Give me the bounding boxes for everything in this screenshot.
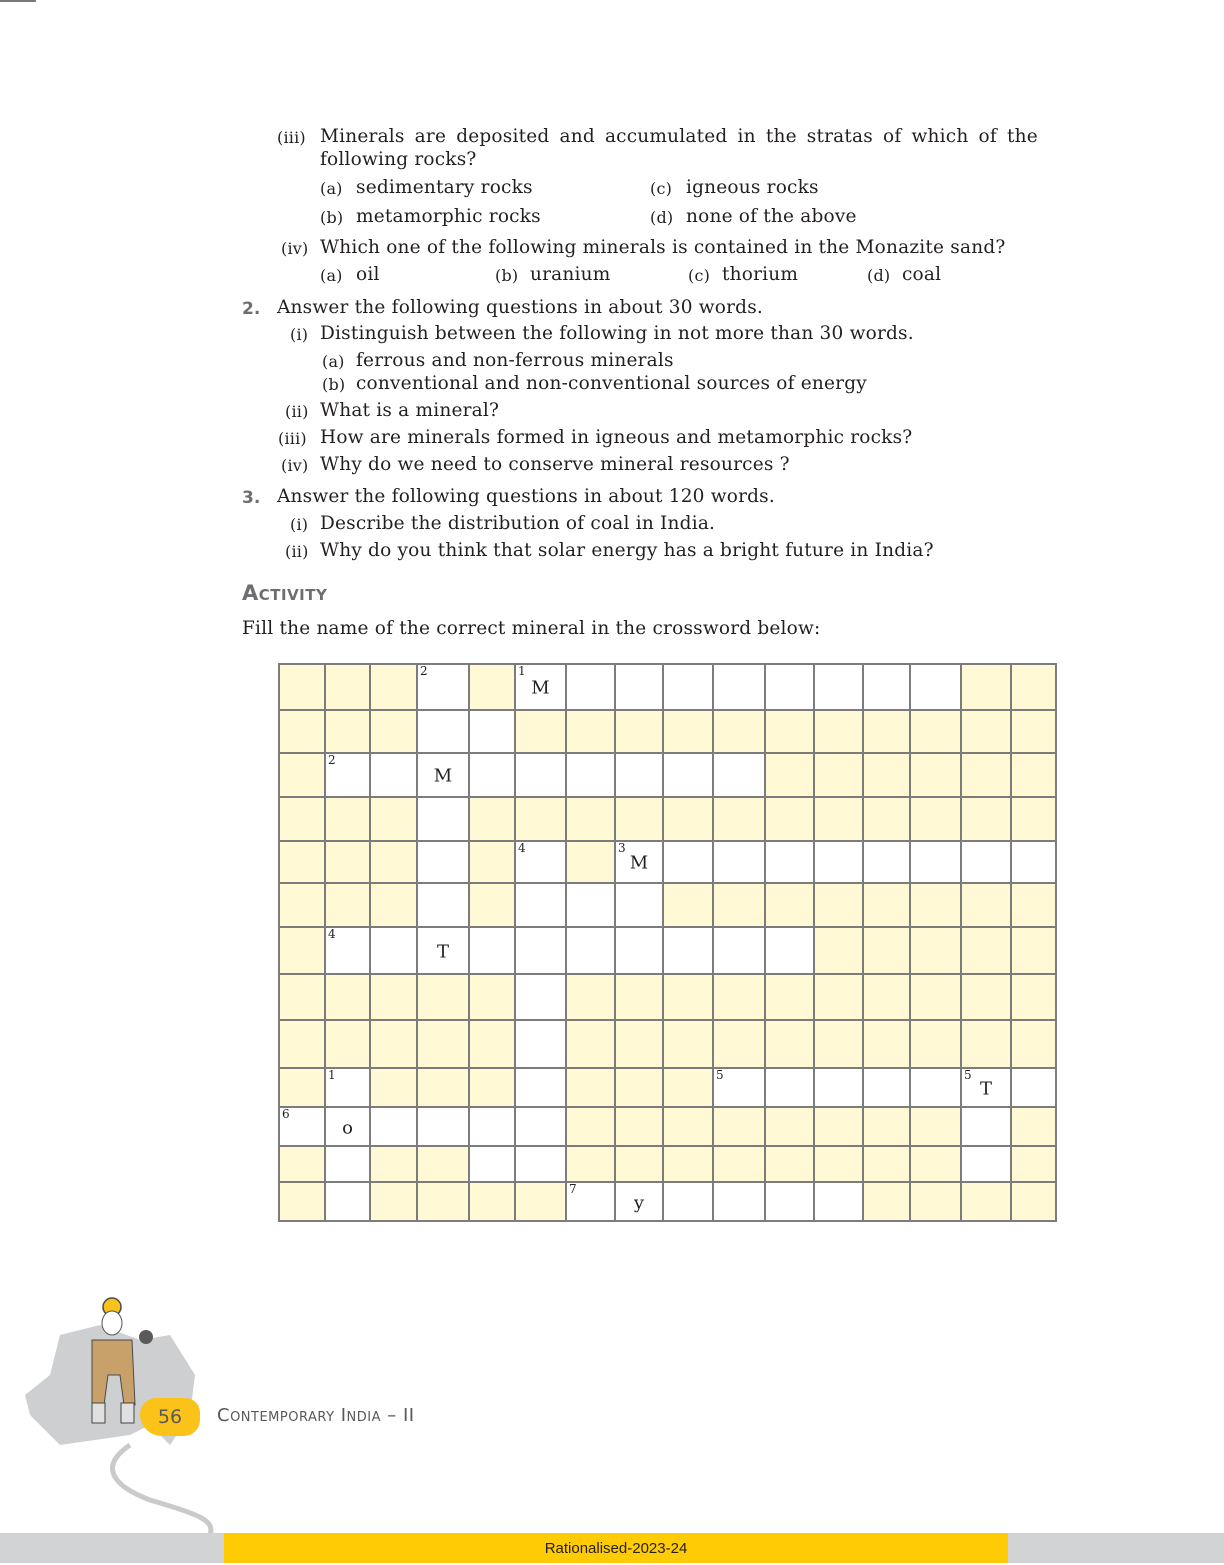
crossword-cell-blocked	[664, 798, 712, 840]
crossword-cell-open[interactable]	[470, 711, 514, 752]
crossword-cell-blocked	[371, 665, 416, 709]
crossword-cell-blocked	[815, 1021, 862, 1067]
crossword-cell-open[interactable]	[714, 1183, 764, 1220]
crossword-cell-open[interactable]	[516, 1147, 565, 1181]
crossword-cell-blocked	[326, 711, 369, 752]
crossword-cell-blocked	[280, 975, 324, 1019]
crossword-cell-open[interactable]	[516, 1069, 565, 1106]
crossword-cell-open[interactable]	[326, 1147, 369, 1181]
crossword-cell-open[interactable]	[280, 1108, 324, 1145]
crossword-cell-blocked	[815, 798, 862, 840]
crossword-cell-blocked	[567, 1021, 614, 1067]
crossword-cell-blocked	[962, 665, 1010, 709]
clue-number: 6	[282, 1107, 290, 1121]
crossword-cell-blocked	[1012, 754, 1055, 796]
question-text-continued: following rocks?	[320, 149, 477, 170]
crossword-cell-open[interactable]	[766, 842, 813, 882]
crossword-cell-open[interactable]	[516, 1021, 565, 1067]
crossword-cell-blocked	[664, 1108, 712, 1145]
clue-number: 2	[328, 753, 336, 767]
crossword-cell-blocked	[911, 711, 960, 752]
crossword-cell-blocked	[766, 754, 813, 796]
crossword-cell-blocked	[616, 798, 662, 840]
crossword-cell-open[interactable]	[371, 754, 416, 796]
crossword-cell-open[interactable]	[766, 928, 813, 973]
crossword-cell-blocked	[911, 928, 960, 973]
crossword-cell-blocked	[326, 884, 369, 926]
crossword-cell-open[interactable]	[567, 665, 614, 709]
crossword-cell-open[interactable]	[714, 754, 764, 796]
crossword-cell-blocked	[864, 884, 909, 926]
crossword-cell-open[interactable]	[714, 842, 764, 882]
crossword-cell-blocked	[280, 798, 324, 840]
crossword-cell-open[interactable]	[664, 665, 712, 709]
crossword-cell-open[interactable]	[664, 754, 712, 796]
sub-item-text: ferrous and non-ferrous minerals	[356, 350, 674, 371]
crossword-cell-open[interactable]	[516, 665, 565, 709]
crossword-cell-blocked	[326, 665, 369, 709]
crossword-cell-blocked	[962, 754, 1010, 796]
crossword-cell-blocked	[616, 1147, 662, 1181]
crossword-cell-blocked	[516, 711, 565, 752]
crossword-cell-blocked	[470, 1021, 514, 1067]
crossword-grid	[278, 663, 1057, 1222]
option-text: metamorphic rocks	[356, 206, 541, 227]
crossword-cell-blocked	[815, 928, 862, 973]
crossword-cell-blocked	[714, 884, 764, 926]
top-rule	[0, 0, 36, 2]
crossword-cell-blocked	[766, 798, 813, 840]
crossword-cell-blocked	[664, 1021, 712, 1067]
crossword-cell-blocked	[815, 1147, 862, 1181]
crossword-cell-blocked	[280, 884, 324, 926]
crossword-cell-blocked	[911, 975, 960, 1019]
question-number: 2.	[242, 299, 261, 319]
page-number-badge: 56	[140, 1398, 200, 1436]
crossword-cell-open[interactable]	[516, 884, 565, 926]
crossword-cell-blocked	[962, 711, 1010, 752]
item-marker: (iv)	[281, 456, 309, 475]
crossword-cell-open[interactable]	[418, 1108, 468, 1145]
crossword-cell-blocked	[371, 975, 416, 1019]
given-letter: o	[342, 1117, 353, 1139]
crossword-cell-open[interactable]	[516, 975, 565, 1019]
crossword-cell-open[interactable]	[766, 1069, 813, 1106]
question-marker: (iii)	[277, 128, 306, 147]
given-letter: M	[433, 765, 453, 787]
crossword-cell-open[interactable]	[815, 665, 862, 709]
crossword-cell-open[interactable]	[815, 1069, 862, 1106]
clue-number: 4	[328, 927, 336, 941]
crossword-cell-open[interactable]	[1012, 842, 1055, 882]
crossword-cell-blocked	[280, 928, 324, 973]
item-marker: (ii)	[285, 402, 309, 421]
crossword-cell-open[interactable]	[516, 928, 565, 973]
crossword-cell-open[interactable]	[418, 711, 468, 752]
crossword-cell-blocked	[371, 884, 416, 926]
crossword-cell-blocked	[962, 884, 1010, 926]
crossword-cell-open[interactable]	[664, 928, 712, 973]
question-marker: (iv)	[281, 239, 309, 258]
crossword-cell-open[interactable]	[962, 842, 1010, 882]
crossword-cell-blocked	[962, 928, 1010, 973]
item-marker: (ii)	[285, 542, 309, 561]
crossword-cell-blocked	[371, 1021, 416, 1067]
option-marker: (a)	[320, 179, 343, 198]
crossword-cell-blocked	[280, 1183, 324, 1220]
crossword-cell-blocked	[1012, 1147, 1055, 1181]
crossword-cell-open[interactable]	[470, 1108, 514, 1145]
crossword-cell-blocked	[962, 975, 1010, 1019]
crossword-cell-blocked	[714, 798, 764, 840]
crossword-cell-blocked	[371, 798, 416, 840]
edition-banner: Rationalised-2023-24	[224, 1533, 1008, 1563]
crossword-cell-open[interactable]	[911, 1069, 960, 1106]
crossword-cell-blocked	[911, 1108, 960, 1145]
crossword-cell-blocked	[326, 798, 369, 840]
crossword-cell-blocked	[962, 798, 1010, 840]
option-marker: (c)	[688, 266, 711, 285]
crossword-cell-blocked	[567, 975, 614, 1019]
question-text: Answer the following questions in about 120 words.	[277, 486, 775, 507]
option-marker: (d)	[650, 208, 674, 227]
crossword-cell-open[interactable]	[616, 754, 662, 796]
clue-number: 1	[328, 1068, 336, 1082]
crossword-cell-blocked	[567, 1069, 614, 1106]
crossword-cell-open[interactable]	[567, 884, 614, 926]
crossword-cell-open[interactable]	[470, 1147, 514, 1181]
crossword-cell-blocked	[326, 1021, 369, 1067]
crossword-cell-open[interactable]	[1012, 1069, 1055, 1106]
crossword-cell-open[interactable]	[418, 842, 468, 882]
crossword-cell-blocked	[616, 1108, 662, 1145]
option-marker: (b)	[320, 208, 344, 227]
sub-item-text: conventional and non-conventional sources of energy	[356, 373, 867, 394]
given-letter: y	[633, 1192, 645, 1214]
crossword-cell-blocked	[766, 975, 813, 1019]
crossword-cell-blocked	[567, 798, 614, 840]
crossword-cell-blocked	[911, 798, 960, 840]
question-text: Which one of the following minerals is contained in the Monazite sand?	[320, 237, 1006, 258]
crossword-cell-blocked	[516, 798, 565, 840]
crossword-cell-open[interactable]	[470, 754, 514, 796]
option-text: sedimentary rocks	[356, 177, 533, 198]
crossword-cell-blocked	[766, 1108, 813, 1145]
crossword-cell-open[interactable]	[962, 1069, 1010, 1106]
option-marker: (c)	[650, 179, 673, 198]
item-text: Distinguish between the following in not more than 30 words.	[320, 323, 914, 344]
clue-number: 7	[569, 1182, 577, 1196]
crossword-cell-open[interactable]	[864, 842, 909, 882]
crossword-cell-open[interactable]	[326, 928, 369, 973]
crossword-cell-open[interactable]	[714, 665, 764, 709]
question-text: Answer the following questions in about 30 words.	[277, 297, 763, 318]
crossword-cell-blocked	[815, 884, 862, 926]
crossword-cell-blocked	[864, 798, 909, 840]
crossword-cell-open[interactable]	[516, 842, 565, 882]
crossword-cell-blocked	[864, 1183, 909, 1220]
crossword-cell-blocked	[911, 754, 960, 796]
crossword-cell-blocked	[864, 711, 909, 752]
crossword-cell-blocked	[766, 884, 813, 926]
crossword-cell-blocked	[418, 1147, 468, 1181]
crossword-cell-blocked	[371, 1069, 416, 1106]
crossword-cell-blocked	[815, 1108, 862, 1145]
crossword-cell-blocked	[371, 1183, 416, 1220]
crossword-cell-blocked	[280, 665, 324, 709]
crossword-cell-open[interactable]	[326, 1108, 369, 1145]
activity-heading: Activity	[242, 581, 328, 605]
crossword-cell-blocked	[815, 975, 862, 1019]
crossword-cell-open[interactable]	[911, 665, 960, 709]
crossword-cell-blocked	[418, 1021, 468, 1067]
crossword-cell-open[interactable]	[326, 1069, 369, 1106]
crossword-cell-blocked	[1012, 1021, 1055, 1067]
crossword-cell-open[interactable]	[567, 928, 614, 973]
crossword-cell-open[interactable]	[418, 884, 468, 926]
sub-item-marker: (b)	[322, 375, 346, 394]
crossword-cell-blocked	[371, 711, 416, 752]
given-letter: T	[979, 1078, 992, 1100]
crossword-cell-open[interactable]	[516, 754, 565, 796]
item-marker: (i)	[290, 325, 309, 344]
crossword-cell-blocked	[616, 1069, 662, 1106]
crossword-cell-blocked	[911, 1183, 960, 1220]
crossword-cell-open[interactable]	[664, 842, 712, 882]
crossword-cell-blocked	[371, 842, 416, 882]
crossword-cell-open[interactable]	[815, 842, 862, 882]
crossword-cell-blocked	[1012, 711, 1055, 752]
book-title: Contemporary India – II	[217, 1405, 415, 1426]
crossword-cell-blocked	[616, 975, 662, 1019]
crossword-cell-blocked	[1012, 928, 1055, 973]
clue-number: 1	[518, 664, 526, 678]
crossword-cell-blocked	[470, 798, 514, 840]
given-letter: T	[436, 941, 449, 963]
item-text: What is a mineral?	[320, 400, 500, 421]
crossword-cell-blocked	[567, 1108, 614, 1145]
crossword-cell-blocked	[864, 975, 909, 1019]
clue-number: 3	[618, 841, 626, 855]
crossword-cell-blocked	[714, 711, 764, 752]
crossword-cell-blocked	[766, 1021, 813, 1067]
crossword-cell-blocked	[280, 754, 324, 796]
item-text: Describe the distribution of coal in India.	[320, 513, 716, 534]
crossword-cell-open[interactable]	[470, 928, 514, 973]
crossword-cell-blocked	[1012, 1183, 1055, 1220]
crossword-cell-blocked	[864, 1147, 909, 1181]
crossword-cell-open[interactable]	[616, 842, 662, 882]
crossword-cell-blocked	[470, 1183, 514, 1220]
crossword-cell-blocked	[418, 975, 468, 1019]
crossword-cell-blocked	[911, 1147, 960, 1181]
item-text: Why do we need to conserve mineral resources ?	[320, 454, 790, 475]
crossword-cell-open[interactable]	[714, 928, 764, 973]
crossword-cell-blocked	[664, 1147, 712, 1181]
crossword-cell-open[interactable]	[418, 798, 468, 840]
option-marker: (d)	[867, 266, 891, 285]
crossword-cell-blocked	[470, 842, 514, 882]
question-number: 3.	[242, 488, 261, 508]
crossword-cell-blocked	[911, 884, 960, 926]
crossword-cell-blocked	[815, 711, 862, 752]
given-letter: M	[531, 677, 550, 699]
crossword-cell-blocked	[616, 711, 662, 752]
crossword-cell-open[interactable]	[616, 884, 662, 926]
crossword-cell-blocked	[714, 1108, 764, 1145]
crossword-cell-blocked	[1012, 665, 1055, 709]
crossword-cell-blocked	[664, 1069, 712, 1106]
clue-number: 5	[716, 1068, 724, 1082]
crossword-cell-blocked	[864, 928, 909, 973]
crossword-cell-blocked	[418, 1069, 468, 1106]
crossword-cell-blocked	[280, 1021, 324, 1067]
crossword-cell-blocked	[714, 1021, 764, 1067]
crossword-cell-blocked	[1012, 884, 1055, 926]
crossword-cell-blocked	[714, 1147, 764, 1181]
crossword-cell-blocked	[766, 711, 813, 752]
crossword-cell-blocked	[326, 975, 369, 1019]
crossword-cell-blocked	[911, 1021, 960, 1067]
crossword-cell-open[interactable]	[418, 928, 468, 973]
crossword-cell-blocked	[962, 1183, 1010, 1220]
crossword-cell-blocked	[516, 1183, 565, 1220]
crossword-cell-open[interactable]	[664, 1183, 712, 1220]
item-text: Why do you think that solar energy has a bright future in India?	[320, 540, 934, 561]
item-text: How are minerals formed in igneous and metamorphic rocks?	[320, 427, 913, 448]
given-letter: M	[629, 852, 649, 874]
crossword-cell-blocked	[280, 842, 324, 882]
crossword-cell-blocked	[470, 975, 514, 1019]
crossword-cell-blocked	[864, 1108, 909, 1145]
crossword-cell-blocked	[418, 1183, 468, 1220]
option-text: coal	[902, 264, 942, 285]
option-text: oil	[356, 264, 380, 285]
option-text: uranium	[530, 264, 611, 285]
option-text: igneous rocks	[686, 177, 819, 198]
crossword-cell-open[interactable]	[864, 1069, 909, 1106]
crossword-cell-blocked	[815, 754, 862, 796]
item-marker: (i)	[290, 515, 309, 534]
crossword-cell-blocked	[766, 1147, 813, 1181]
option-marker: (a)	[320, 266, 343, 285]
crossword-cell-blocked	[864, 754, 909, 796]
crossword-cell-blocked	[864, 1021, 909, 1067]
crossword-cell-blocked	[280, 1069, 324, 1106]
crossword-cell-open[interactable]	[911, 842, 960, 882]
crossword-cell-open[interactable]	[766, 1183, 813, 1220]
option-text: thorium	[722, 264, 799, 285]
activity-instruction: Fill the name of the correct mineral in the crossword below:	[242, 618, 821, 639]
option-marker: (b)	[495, 266, 519, 285]
crossword-cell-open[interactable]	[326, 1183, 369, 1220]
crossword-cell-blocked	[371, 1147, 416, 1181]
crossword-cell-open[interactable]	[616, 1183, 662, 1220]
clue-number: 2	[420, 664, 428, 678]
crossword-cell-open[interactable]	[714, 1069, 764, 1106]
clue-number: 5	[964, 1068, 972, 1082]
crossword-cell-open[interactable]	[371, 1108, 416, 1145]
crossword-cell-blocked	[567, 842, 614, 882]
crossword-cell-blocked	[664, 711, 712, 752]
crossword-cell-open[interactable]	[371, 928, 416, 973]
crossword-cell-open[interactable]	[962, 1147, 1010, 1181]
crossword-cell-open[interactable]	[962, 1108, 1010, 1145]
crossword-cell-open[interactable]	[567, 754, 614, 796]
crossword-cell-blocked	[470, 665, 514, 709]
crossword-cell-blocked	[664, 975, 712, 1019]
crossword-cell-blocked	[326, 842, 369, 882]
crossword-cell-open[interactable]	[326, 754, 369, 796]
crossword-cell-blocked	[1012, 975, 1055, 1019]
crossword-cell-blocked	[962, 1021, 1010, 1067]
crossword-cell-open[interactable]	[516, 1108, 565, 1145]
crossword-cell-blocked	[280, 711, 324, 752]
crossword-cell-open[interactable]	[616, 928, 662, 973]
crossword-cell-blocked	[714, 975, 764, 1019]
crossword-cell-blocked	[470, 1069, 514, 1106]
crossword-cell-blocked	[1012, 798, 1055, 840]
crossword-cell-open[interactable]	[766, 665, 813, 709]
crossword-cell-blocked	[567, 1147, 614, 1181]
crossword-cell-open[interactable]	[418, 665, 468, 709]
crossword-cell-open[interactable]	[418, 754, 468, 796]
crossword-cell-blocked	[664, 884, 712, 926]
crossword-cell-blocked	[470, 884, 514, 926]
crossword-cell-blocked	[1012, 1108, 1055, 1145]
crossword-cell-open[interactable]	[815, 1183, 862, 1220]
question-text: Minerals are deposited and accumulated in the stratas of which of the	[320, 126, 1038, 147]
crossword-cell-open[interactable]	[567, 1183, 614, 1220]
crossword-cell-open[interactable]	[864, 665, 909, 709]
crossword-cell-blocked	[280, 1147, 324, 1181]
crossword-cell-blocked	[567, 711, 614, 752]
item-marker: (iii)	[278, 429, 307, 448]
crossword-cell-blocked	[616, 1021, 662, 1067]
crossword-cell-open[interactable]	[616, 665, 662, 709]
option-text: none of the above	[686, 206, 857, 227]
sub-item-marker: (a)	[322, 352, 345, 371]
clue-number: 4	[518, 841, 526, 855]
